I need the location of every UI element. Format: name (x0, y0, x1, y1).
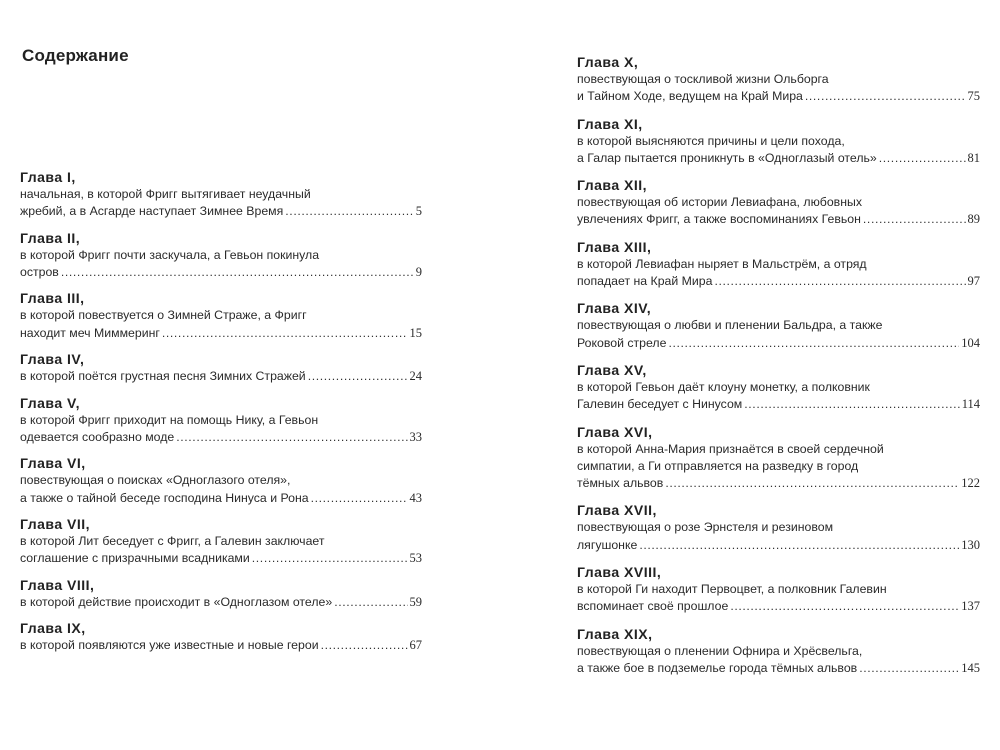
chapter-description-line: одевается сообразно моде (20, 429, 175, 444)
chapter-description-line: повествующая о тоскливой жизни Ольборга (577, 72, 829, 86)
chapter-description-line: и Тайном Ходе, ведущем на Край Мира (577, 89, 803, 104)
chapter-description-line: тёмных альвов (577, 475, 664, 490)
toc-entry[interactable] (577, 177, 980, 228)
page-number: 137 (961, 599, 980, 614)
page-number: 145 (961, 660, 980, 675)
chapter-heading: Глава VIII, (20, 576, 95, 593)
page-number: 15 (409, 325, 422, 340)
chapter-description-line: вспоминает своё прошлое (577, 599, 729, 614)
toc-entry[interactable] (20, 620, 422, 654)
chapter-description-line: в которой поётся грустная песня Зимних Стражей (20, 369, 306, 384)
page-number: 122 (961, 475, 980, 490)
chapter-heading: Глава II, (20, 229, 81, 246)
toc-entry[interactable] (577, 424, 980, 493)
page-number: 81 (967, 150, 980, 165)
chapter-last-line (577, 335, 980, 352)
chapter-description-line: в которой Анна-Мария признаётся в своей сердечной (577, 441, 884, 456)
toc-entry[interactable] (20, 290, 422, 341)
chapter-description-line: Галевин беседует с Нинусом (577, 397, 743, 412)
chapter-description-line: начальная, в которой Фригг вытягивает неудачный (20, 187, 311, 201)
chapter-description-line: находит меч Миммеринг (20, 325, 160, 340)
toc-entry[interactable] (577, 54, 980, 105)
chapter-description-line: увлечениях Фригг, а также воспоминаниях Гевьон (577, 212, 861, 227)
page-number: 104 (961, 335, 980, 350)
chapter-last-line (20, 264, 422, 281)
chapter-description-line: соглашение с призрачными всадниками (20, 551, 250, 566)
chapter-heading: Глава XIII, (577, 238, 652, 255)
dot-leader (61, 264, 414, 281)
chapter-last-line (577, 598, 980, 615)
toc-title: Содержание (22, 46, 129, 65)
page-number: 67 (409, 638, 422, 653)
chapter-description-line: в которой выясняются причины и цели похода, (577, 133, 845, 148)
chapter-description-line: в которой действие происходит в «Одноглазом отеле» (20, 594, 333, 609)
chapter-heading: Глава X, (577, 54, 639, 70)
chapter-last-line (20, 637, 422, 654)
dot-leader (162, 325, 408, 342)
page-number: 53 (409, 551, 422, 566)
toc-entry[interactable] (20, 395, 422, 446)
dot-leader (859, 660, 959, 677)
toc-entry[interactable] (577, 300, 980, 351)
toc-entry[interactable] (20, 455, 422, 506)
chapter-heading: Глава XIX, (577, 625, 653, 642)
chapter-last-line (20, 594, 422, 611)
chapter-description-line: повествующая о любви и пленении Бальдра, а также (577, 318, 883, 333)
page-number: 130 (961, 537, 980, 552)
chapter-description-line: в которой Гевьон даёт клоуну монетку, а полковник (577, 379, 870, 394)
dot-leader (879, 150, 966, 167)
page-number: 114 (961, 397, 980, 412)
toc-entry[interactable] (577, 362, 980, 413)
chapter-description-line: лягушонке (577, 537, 638, 552)
chapter-description-line: в которой Левиафан ныряет в Мальстрём, а отряд (577, 256, 867, 271)
dot-leader (744, 396, 959, 413)
chapter-description-line: в которой Фригг почти заскучала, а Гевьон покинула (20, 247, 320, 262)
toc-entry[interactable] (20, 169, 422, 220)
toc-entry[interactable] (577, 239, 980, 290)
chapter-description-line: попадает на Край Мира (577, 273, 713, 288)
chapter-description-line: Роковой стреле (577, 335, 667, 350)
chapter-last-line (577, 211, 980, 228)
toc-entry[interactable] (577, 116, 980, 167)
chapter-heading: Глава IV, (20, 351, 85, 368)
chapter-description-line: в которой повествуется о Зимней Страже, а Фригг (20, 308, 307, 323)
toc-entry[interactable] (20, 351, 422, 385)
chapter-description-line: симпатии, а Ги отправляется на разведку в город (577, 458, 859, 473)
page-number: 9 (415, 264, 422, 279)
toc-right-column (577, 54, 980, 687)
dot-leader (863, 211, 966, 228)
dot-leader (639, 537, 959, 554)
toc-left-column (20, 169, 422, 664)
page-number: 43 (409, 490, 422, 505)
dot-leader (252, 550, 408, 567)
chapter-description-line: остров (20, 264, 59, 279)
chapter-description-line: в которой Ги находит Первоцвет, а полковник Галевин (577, 581, 887, 596)
page-number: 89 (967, 212, 980, 227)
dot-leader (334, 594, 407, 611)
chapter-description-line: повествующая об истории Левиафана, любовных (577, 195, 862, 210)
chapter-last-line (20, 368, 422, 385)
page-number: 5 (415, 204, 422, 219)
page-number: 24 (409, 369, 422, 384)
dot-leader (805, 88, 966, 105)
dot-leader (311, 490, 408, 507)
dot-leader (321, 637, 408, 654)
chapter-heading: Глава XIV, (577, 300, 652, 317)
chapter-heading: Глава I, (20, 169, 76, 185)
dot-leader (285, 203, 413, 220)
dot-leader (730, 598, 959, 615)
chapter-heading: Глава V, (20, 394, 80, 411)
chapter-heading: Глава XVII, (577, 502, 657, 519)
chapter-last-line (577, 150, 980, 167)
toc-entry[interactable] (20, 230, 422, 281)
chapter-heading: Глава III, (20, 290, 85, 307)
toc-entry[interactable] (577, 502, 980, 553)
dot-leader (308, 368, 408, 385)
chapter-description-line: в которой появляются уже известные и новые герои (20, 638, 319, 653)
chapter-description-line: повествующая о поисках «Одноглазого отеля», (20, 473, 291, 488)
toc-entry[interactable] (577, 626, 980, 677)
chapter-description-line: жребий, а в Асгарде наступает Зимнее Время (20, 204, 284, 219)
chapter-description-line: повествующая о пленении Офнира и Хрёсвельга, (577, 643, 863, 658)
chapter-heading: Глава XII, (577, 177, 648, 194)
dot-leader (176, 429, 407, 446)
chapter-description-line: а также о тайной беседе господина Нинуса и Рона (20, 490, 309, 505)
chapter-heading: Глава XV, (577, 361, 647, 378)
chapter-last-line (577, 537, 980, 554)
dot-leader (714, 273, 965, 290)
dot-leader (668, 335, 959, 352)
chapter-description-line: повествующая о розе Эрнстеля и резиновом (577, 520, 834, 535)
chapter-description-line: в которой Лит беседует с Фригг, а Галевин заключает (20, 534, 325, 549)
page-number: 75 (967, 89, 980, 104)
toc-entry[interactable] (577, 564, 980, 615)
dot-leader (665, 475, 959, 492)
chapter-last-line (577, 88, 980, 105)
chapter-last-line (20, 429, 422, 446)
page-number: 59 (409, 594, 422, 609)
chapter-last-line (20, 325, 422, 342)
chapter-description-line: в которой Фригг приходит на помощь Нику, а Гевьон (20, 412, 319, 427)
chapter-last-line (20, 203, 422, 220)
page-number: 97 (967, 273, 980, 288)
chapter-last-line (577, 273, 980, 290)
toc-entry[interactable] (20, 577, 422, 611)
toc-entry[interactable] (20, 516, 422, 567)
chapter-description-line: а Галар пытается проникнуть в «Одноглазый отель» (577, 150, 877, 165)
chapter-heading: Глава XI, (577, 115, 643, 132)
chapter-heading: Глава VI, (20, 455, 86, 472)
page-number: 33 (409, 429, 422, 444)
chapter-last-line (577, 660, 980, 677)
chapter-heading: Глава XVIII, (577, 563, 662, 580)
chapter-last-line (20, 550, 422, 567)
chapter-heading: Глава IX, (20, 620, 86, 637)
chapter-last-line (20, 490, 422, 507)
chapter-description-line: а также бое в подземелье города тёмных альвов (577, 660, 858, 675)
chapter-last-line (577, 396, 980, 413)
chapter-heading: Глава XVI, (577, 423, 653, 440)
chapter-last-line (577, 475, 980, 492)
chapter-heading: Глава VII, (20, 516, 91, 533)
